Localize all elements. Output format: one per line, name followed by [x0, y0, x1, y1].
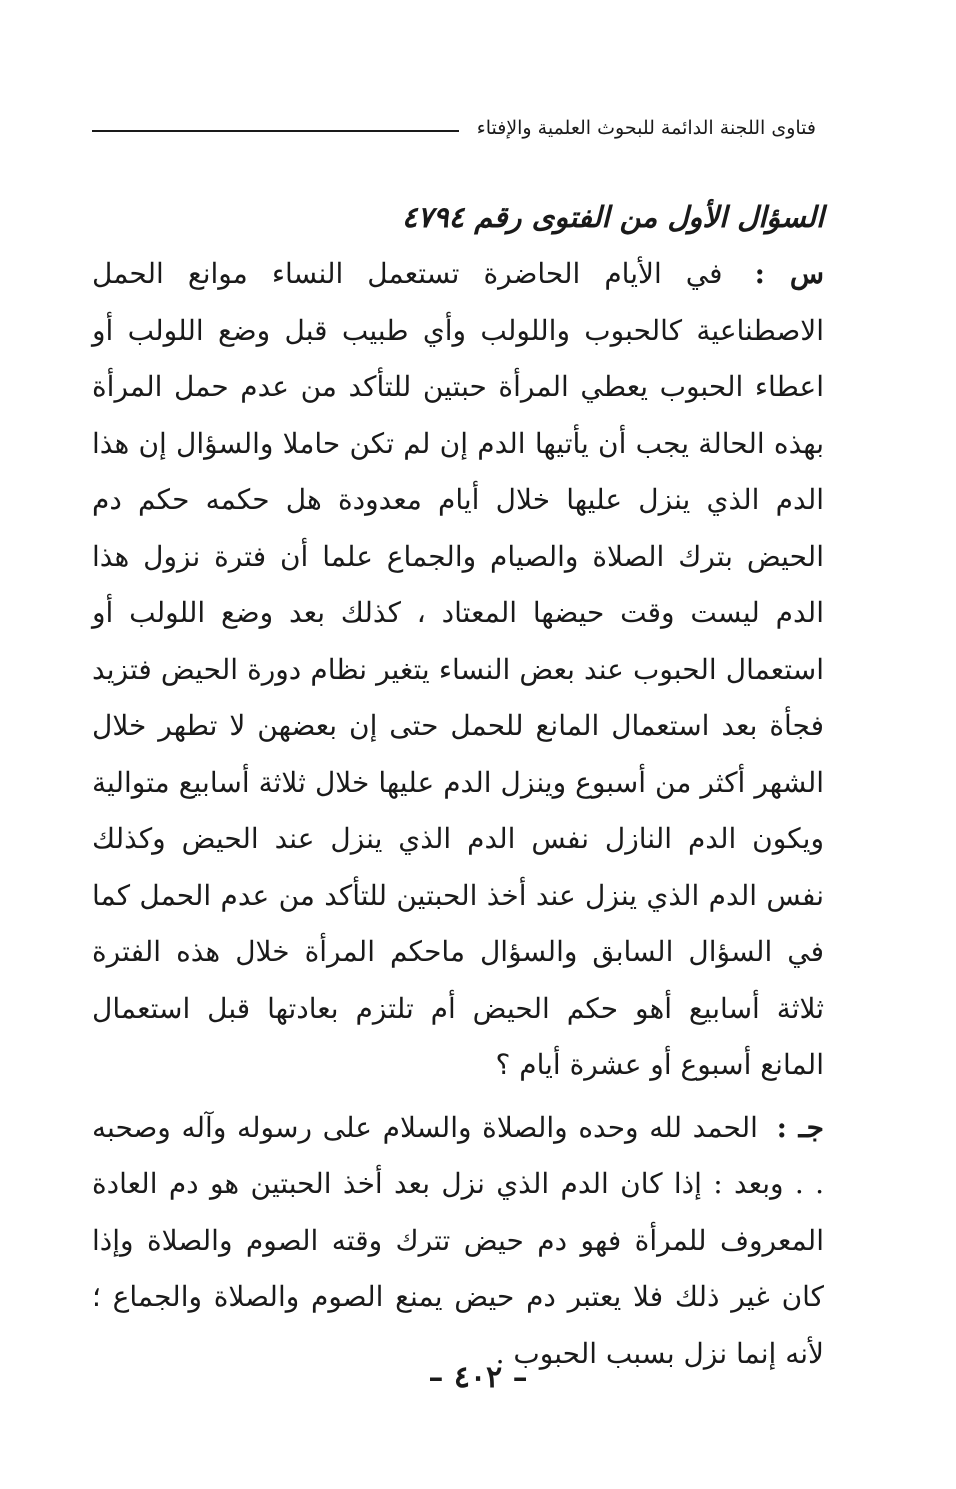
book-title: فتاوى اللجنة الدائمة للبحوث العلمية والإفتاء: [476, 117, 816, 139]
answer-text: الحمد لله وحده والصلاة والسلام على رسوله وآله وصحبه . . وبعد : إذا كان الدم الذي نزل بعد أخذ الحبتين هو دم العادة المعروف للمرأة فهو دم حيض تترك وقته الصوم والصلاة وإذا كان غير ذلك فلا يعتبر دم حيض يمنع الصوم والصلاة والجماع ؛ لأنه إنما نزل بسبب الحبوب .: [92, 1110, 824, 1370]
question-heading: السؤال الأول من الفتوى رقم ٤٧٩٤: [401, 200, 824, 234]
question-paragraph: [92, 246, 824, 1094]
header-rule: [92, 130, 459, 132]
answer-paragraph: [92, 1100, 824, 1383]
answer-label: جـ :: [776, 1110, 824, 1144]
running-header: [92, 110, 816, 146]
question-text: في الأيام الحاضرة تستعمل النساء موانع الحمل الاصطناعية كالحبوب واللولب وأي طبيب قبل وضع اللولب أو اعطاء الحبوب يعطي المرأة حبتين للتأكد من عدم حمل المرأة بهذه الحالة يجب أن يأتيها الدم إن لم تكن حاملا والسؤال إن هذا الدم الذي ينزل عليها خلال أيام معدودة هل حكمه حكم دم الحيض بترك الصلاة والصيام والجماع علما أن فترة نزول هذا الدم ليست وقت حيضها المعتاد ، كذلك بعد وضع اللولب أو استعمال الحبوب عند بعض النساء يتغير نظام دورة الحيض فتزيد فجأة بعد استعمال المانع للحمل حتى إن بعضهن لا تطهر خلال الشهر أكثر من أسبوع وينزل الدم عليها خلال ثلاثة أسابيع متوالية ويكون الدم النازل نفس الدم الذي ينزل عند الحيض وكذلك نفس الدم الذي ينزل عند أخذ الحبتين للتأكد من عدم الحمل كما في السؤال السابق والسؤال ماحكم المرأة خلال هذه الفترة ثلاثة أسابيع أهو حكم الحيض أم تلتزم بعادتها قبل استعمال المانع أسبوع أو عشرة أيام ؟: [92, 257, 825, 1081]
fatwa-body: [92, 188, 824, 1382]
page-number: – ٤٠٢ –: [428, 1360, 528, 1395]
question-label: س :: [754, 257, 825, 290]
